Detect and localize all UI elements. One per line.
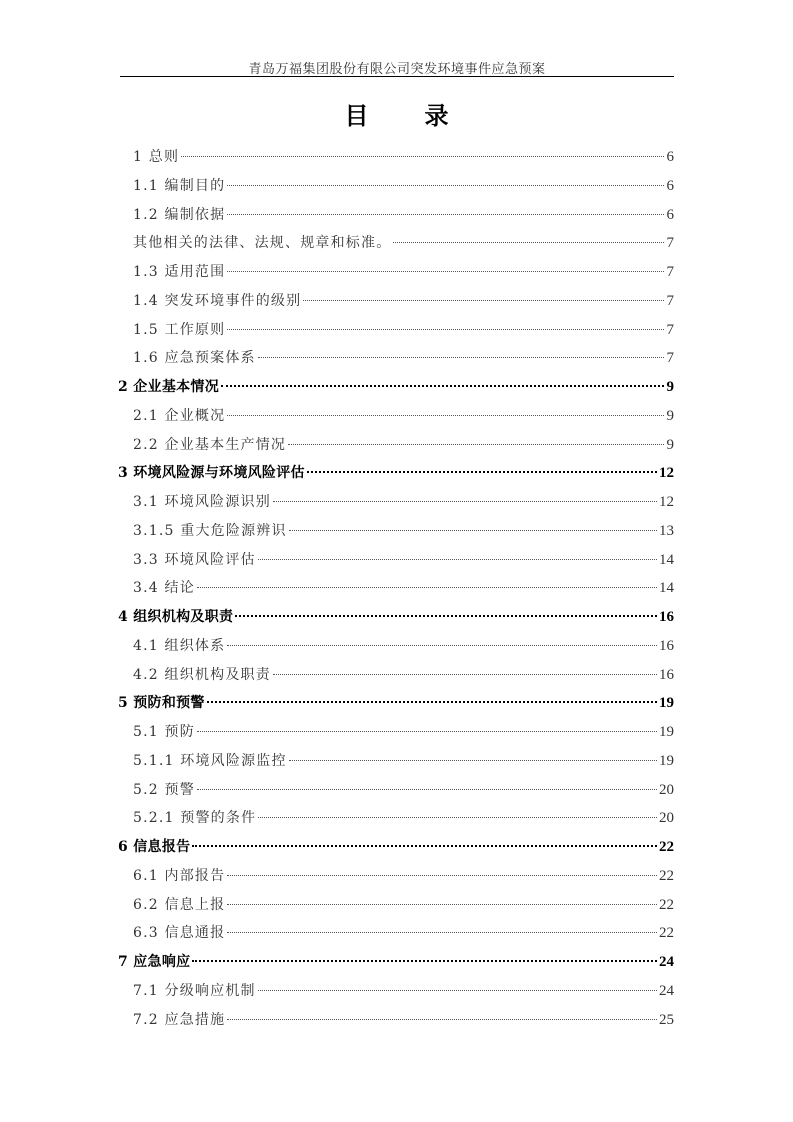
toc-chapter-entry[interactable] <box>118 373 674 402</box>
toc-page-number[interactable]: 16 <box>659 637 674 654</box>
dot-leader <box>227 873 657 876</box>
toc-page-number[interactable]: 22 <box>659 925 674 942</box>
toc-entry-label[interactable]: 5.2 预警 <box>133 781 195 798</box>
toc-section-entry[interactable] <box>118 517 674 546</box>
dot-leader <box>227 413 664 416</box>
toc-entry-label[interactable]: 5.2.1 预警的条件 <box>133 810 257 827</box>
toc-section-entry[interactable] <box>118 632 674 661</box>
dot-leader <box>393 240 664 243</box>
dot-leader <box>307 469 657 473</box>
dot-leader <box>181 154 664 157</box>
toc-section-entry[interactable] <box>118 1006 674 1035</box>
dot-leader <box>258 355 664 358</box>
toc-page-number[interactable]: 22 <box>659 839 674 855</box>
toc-page-number[interactable]: 14 <box>659 580 674 597</box>
toc-page-number[interactable]: 9 <box>666 379 674 395</box>
toc-section-entry[interactable] <box>118 919 674 948</box>
toc-chapter-entry[interactable] <box>118 948 674 977</box>
toc-page-number[interactable]: 22 <box>659 867 674 884</box>
toc-entry-label[interactable]: 其他相关的法律、法规、规章和标准。 <box>133 235 392 252</box>
toc-section-entry[interactable] <box>118 546 674 575</box>
toc-page-number[interactable]: 25 <box>659 1011 674 1028</box>
toc-entry-label[interactable]: 1.4 突发环境事件的级别 <box>133 292 302 309</box>
toc-page-number[interactable]: 19 <box>659 724 674 740</box>
toc-section-entry[interactable] <box>118 661 674 690</box>
toc-title-char-1: 目 <box>344 102 369 130</box>
toc-section-entry[interactable] <box>118 862 674 891</box>
dot-leader <box>227 1017 657 1020</box>
dot-leader <box>273 499 657 502</box>
running-header: 青岛万福集团股份有限公司突发环境事件应急预案 <box>248 62 546 77</box>
toc-page-number[interactable]: 7 <box>666 350 674 367</box>
toc-entry-label[interactable]: 7 应急响应 <box>118 954 191 970</box>
toc-page-number[interactable]: 22 <box>659 896 674 913</box>
dot-leader <box>227 902 657 905</box>
toc-section-entry[interactable] <box>118 804 674 833</box>
toc-section-entry[interactable] <box>118 776 674 805</box>
toc-entry-label[interactable]: 5.1.1 环境风险源监控 <box>133 752 287 769</box>
toc-entry-label[interactable]: 6.3 信息通报 <box>133 925 226 942</box>
toc-entry-label[interactable]: 3.1.5 重大危险源辨识 <box>133 522 287 539</box>
toc-chapter-entry[interactable] <box>118 689 674 718</box>
toc-chapter-entry[interactable] <box>118 833 674 862</box>
dot-leader <box>227 183 664 186</box>
toc-section-entry[interactable] <box>118 977 674 1006</box>
toc-entry-label[interactable]: 3.4 结论 <box>133 580 195 597</box>
toc-entry-label[interactable]: 2 企业基本情况 <box>118 379 220 395</box>
toc-section-entry[interactable] <box>118 718 674 747</box>
dot-leader <box>207 699 657 703</box>
toc-section-entry[interactable] <box>118 258 674 287</box>
toc-page-number[interactable]: 7 <box>666 321 674 338</box>
toc-list <box>118 143 674 1034</box>
toc-section-entry[interactable] <box>118 402 674 431</box>
dot-leader <box>192 843 657 847</box>
dot-leader <box>258 988 657 991</box>
toc-entry-label[interactable]: 1.5 工作原则 <box>133 321 226 338</box>
toc-section-entry[interactable] <box>118 316 674 345</box>
dot-leader <box>258 815 657 818</box>
toc-section-entry[interactable] <box>118 431 674 460</box>
dot-leader <box>192 958 657 962</box>
dot-leader <box>235 613 657 617</box>
toc-entry-label[interactable]: 2.2 企业基本生产情况 <box>133 436 287 453</box>
dot-leader <box>289 758 657 761</box>
toc-page-number[interactable]: 19 <box>659 752 674 769</box>
dot-leader <box>197 585 657 588</box>
toc-section-entry[interactable] <box>118 891 674 920</box>
toc-entry-label[interactable]: 3 环境风险源与环境风险评估 <box>118 465 305 482</box>
toc-page-number[interactable]: 14 <box>659 551 674 568</box>
dot-leader <box>197 729 657 732</box>
dot-leader <box>227 327 664 330</box>
toc-entry-label[interactable]: 1 总则 <box>133 149 180 165</box>
dot-leader <box>227 212 664 215</box>
toc-section-entry[interactable] <box>118 201 674 230</box>
toc-entry-label[interactable]: 6.2 信息上报 <box>133 896 226 913</box>
toc-entry-label[interactable]: 3.1 环境风险源识别 <box>133 494 271 510</box>
toc-entry-label[interactable]: 3.3 环境风险评估 <box>133 551 256 568</box>
toc-page-number[interactable]: 16 <box>659 609 674 625</box>
toc-page-number[interactable]: 6 <box>666 206 674 223</box>
dot-leader <box>227 930 657 933</box>
dot-leader <box>288 442 664 445</box>
toc-section-entry[interactable] <box>118 488 674 517</box>
toc-entry-label[interactable]: 1.6 应急预案体系 <box>133 350 256 367</box>
toc-entry-label[interactable]: 7.2 应急措施 <box>133 1011 226 1028</box>
toc-section-entry[interactable] <box>118 172 674 201</box>
toc-title-char-2: 录 <box>424 102 449 130</box>
dot-leader <box>221 383 664 387</box>
dot-leader <box>197 787 657 790</box>
header-rule <box>120 76 674 77</box>
toc-page-number[interactable]: 13 <box>659 522 674 539</box>
toc-page-number[interactable]: 16 <box>659 666 674 683</box>
toc-page-number[interactable]: 24 <box>659 954 674 970</box>
toc-entry-label[interactable]: 6 信息报告 <box>118 839 191 855</box>
toc-page-number[interactable]: 19 <box>659 695 674 712</box>
dot-leader <box>258 557 657 560</box>
toc-page-number[interactable]: 7 <box>666 292 674 309</box>
dot-leader <box>289 528 657 531</box>
dot-leader <box>273 672 657 675</box>
dot-leader <box>227 643 657 646</box>
toc-entry-label[interactable]: 5.1 预防 <box>133 724 195 740</box>
toc-entry-label[interactable]: 4.2 组织机构及职责 <box>133 666 271 683</box>
toc-entry-label[interactable]: 6.1 内部报告 <box>133 867 226 884</box>
toc-chapter-entry[interactable] <box>118 603 674 632</box>
toc-entry-label[interactable]: 7.1 分级响应机制 <box>133 982 256 999</box>
dot-leader <box>227 269 664 272</box>
toc-page-number[interactable]: 12 <box>659 465 674 482</box>
toc-page-number[interactable]: 12 <box>659 494 674 510</box>
toc-entry-label[interactable]: 2.1 企业概况 <box>133 407 226 424</box>
toc-page-number[interactable]: 6 <box>666 177 674 194</box>
toc-entry-label[interactable]: 4 组织机构及职责 <box>118 609 234 625</box>
toc-page-number[interactable]: 6 <box>666 149 674 165</box>
toc-page-number[interactable]: 7 <box>666 235 674 252</box>
toc-page-number[interactable]: 9 <box>666 407 674 424</box>
toc-entry-label[interactable]: 5 预防和预警 <box>118 695 205 712</box>
toc-entry-label[interactable]: 1.2 编制依据 <box>133 206 226 223</box>
toc-entry-label[interactable]: 1.3 适用范围 <box>133 264 226 280</box>
toc-section-entry[interactable] <box>118 344 674 373</box>
toc-section-entry[interactable] <box>118 229 674 258</box>
toc-page-number[interactable]: 20 <box>659 781 674 798</box>
toc-entry-label[interactable]: 1.1 编制目的 <box>133 177 226 194</box>
toc-section-entry[interactable] <box>118 574 674 603</box>
toc-page-number[interactable]: 24 <box>659 982 674 999</box>
toc-entry-label[interactable]: 4.1 组织体系 <box>133 637 226 654</box>
toc-section-entry[interactable] <box>118 287 674 316</box>
toc-chapter-entry[interactable] <box>118 459 674 488</box>
dot-leader <box>303 298 664 301</box>
toc-page-number[interactable]: 9 <box>666 436 674 453</box>
toc-section-entry[interactable] <box>118 747 674 776</box>
toc-section-entry[interactable] <box>118 143 674 172</box>
toc-title <box>0 96 793 131</box>
toc-page-number[interactable]: 20 <box>659 810 674 827</box>
toc-page-number[interactable]: 7 <box>666 264 674 280</box>
